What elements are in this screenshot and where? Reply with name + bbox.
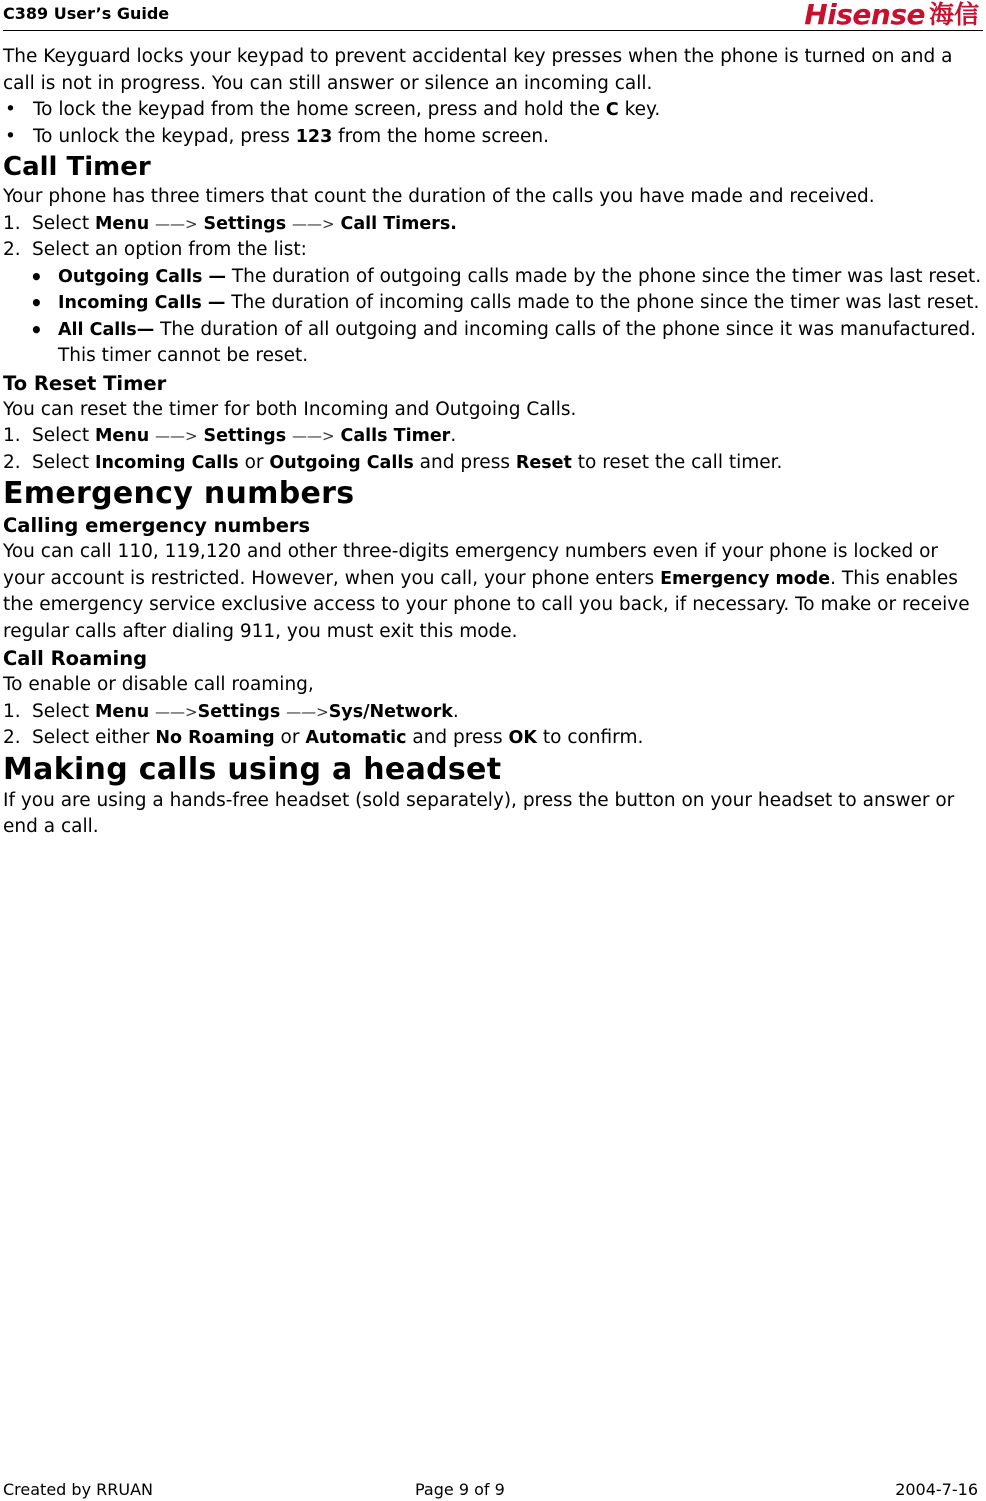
keyguard-lock-item: • To lock the keypad from the home screen, press and hold the C key. xyxy=(3,97,985,124)
emergency-subheading: Calling emergency numbers xyxy=(3,514,311,537)
arrow-icon: ——> xyxy=(155,214,198,233)
headset-heading: Making calls using a headset xyxy=(3,751,502,787)
arrow-icon: ——> xyxy=(292,427,335,445)
reset-timer-intro: You can reset the timer for both Incoming and Outgoing Calls. xyxy=(3,398,577,420)
call-timer-intro: Your phone has three timers that count the duration of the calls you have made and received. xyxy=(3,186,875,207)
headset-paragraph: If you are using a hands-free headset (sold separately), press the button on your headset to answer or end a call. xyxy=(3,789,955,837)
page-header xyxy=(3,0,983,31)
timer-option-incoming: • Incoming Calls — The duration of incoming calls made to the phone since the timer was last reset. xyxy=(3,290,985,317)
document-title: C389 User’s Guide xyxy=(3,4,170,23)
emergency-heading: Emergency numbers xyxy=(3,476,355,511)
footer-page-number: Page 9 of 9 xyxy=(415,1480,505,1499)
call-roaming-step-1: 1. Select Menu ——>Settings ——>Sys/Network. xyxy=(3,700,459,722)
call-timer-step-2: 2. Select an option from the list: xyxy=(3,239,307,260)
arrow-icon: ——> xyxy=(155,427,198,445)
call-timer-heading: Call Timer xyxy=(3,152,151,182)
timer-option-outgoing: • Outgoing Calls — The duration of outgoing calls made by the phone since the timer was last reset. xyxy=(3,264,985,291)
footer-created-by: Created by RRUAN xyxy=(3,1480,153,1499)
arrow-icon: ——> xyxy=(155,702,198,721)
footer-date: 2004-7-16 xyxy=(895,1480,978,1499)
hisense-logo xyxy=(804,1,979,29)
reset-timer-step-2: 2. Select Incoming Calls or Outgoing Calls and press Reset to reset the call timer. xyxy=(3,451,783,473)
call-roaming-heading: Call Roaming xyxy=(3,647,148,670)
keyguard-intro: The Keyguard locks your keypad to prevent accidental key presses when the phone is turned on and a call is not in progress. You can still answer or silence an incoming call. xyxy=(3,46,953,94)
reset-timer-heading: To Reset Timer xyxy=(3,371,167,395)
page-content xyxy=(3,44,985,841)
emergency-paragraph: You can call 110, 119,120 and other three-digits emergency numbers even if your phone is locked or your account is restricted. However, when you call, your phone enters Emergency mode. This enables the emergency service exclusive access to your phone to call you back, if necessary. To make or receive regular calls after dialing 911, you must exit this mode. xyxy=(3,541,970,642)
reset-timer-step-1: 1. Select Menu ——> Settings ——> Calls Timer. xyxy=(3,425,457,446)
timer-option-all: • All Calls— The duration of all outgoing and incoming calls of the phone since it was manufactured. This timer cannot be reset. xyxy=(3,317,985,370)
logo-chinese: 海信 xyxy=(928,0,979,29)
call-roaming-intro: To enable or disable call roaming, xyxy=(3,674,314,695)
logo-wordmark: Hisense xyxy=(804,0,925,31)
call-timer-step-1: 1. Select Menu ——> Settings ——> Call Timers. xyxy=(3,212,457,234)
keyguard-unlock-item: • To unlock the keypad, press 123 from the home screen. xyxy=(3,124,985,151)
arrow-icon: ——> xyxy=(286,702,329,721)
arrow-icon: ——> xyxy=(292,214,335,233)
call-roaming-step-2: 2. Select either No Roaming or Automatic and press OK to confirm. xyxy=(3,727,644,748)
